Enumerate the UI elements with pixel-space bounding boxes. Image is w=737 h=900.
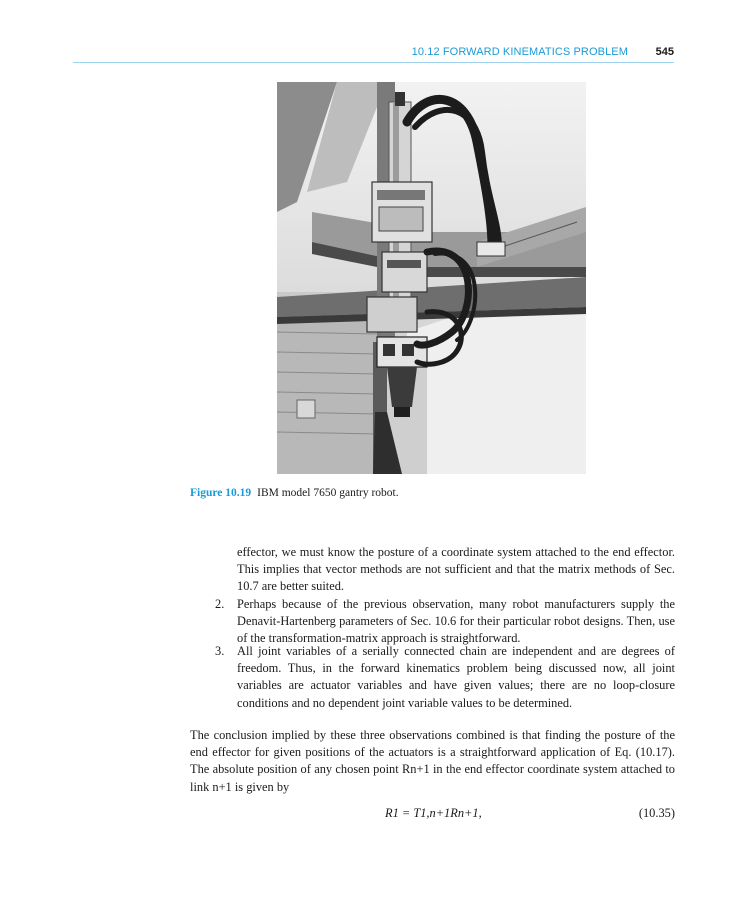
- list-item-continuation: [237, 544, 675, 596]
- gantry-robot-illustration: [277, 82, 586, 474]
- list-item-text: Perhaps because of the previous observation, many robot manufacturers supply the Denavit-Hartenberg parameters of Sec. 10.6 for their particular robot designs. Then, use of the transformation-matrix approach is straightforward.: [237, 597, 675, 646]
- gantry-robot-photo: [277, 82, 586, 474]
- figure-caption: [190, 487, 399, 499]
- equation-expression: R1 = T1,n+1Rn+1,: [385, 806, 482, 820]
- figure-label: Figure 10.19: [190, 487, 252, 499]
- equation-number: (10.35): [638, 806, 675, 820]
- header-rule: [73, 62, 674, 63]
- list-item: [215, 596, 675, 648]
- list-item: [215, 643, 675, 712]
- figure-caption-text: IBM model 7650 gantry robot.: [257, 487, 399, 499]
- running-head: [73, 46, 674, 62]
- running-head-section: 10.12 FORWARD KINEMATICS PROBLEM: [411, 46, 628, 58]
- equation: [190, 806, 675, 826]
- list-item-text: effector, we must know the posture of a coordinate system attached to the end effector. This implies that vector methods are not sufficient and that the matrix methods of Sec. 10.7 are better suited.: [237, 545, 675, 594]
- body-paragraph: The conclusion implied by these three observations combined is that finding the posture of the end effector for given positions of the actuators is a straightforward application of Eq. (10.17). The absolute position of any chosen point Rn+1 in the end effector coordinate system attached to link n+1 is given by: [190, 728, 675, 794]
- list-item-number: 3.: [215, 644, 225, 658]
- list-item-number: 2.: [215, 597, 225, 611]
- list-item-text: All joint variables of a serially connected chain are independent and are degrees of freedom. Thus, in the forward kinematics problem being discussed now, all joint variables are actuator variables and have given values; there are no loop-closure conditions and no dependent joint variable values to be determined.: [237, 644, 675, 710]
- page-number: 545: [655, 46, 674, 58]
